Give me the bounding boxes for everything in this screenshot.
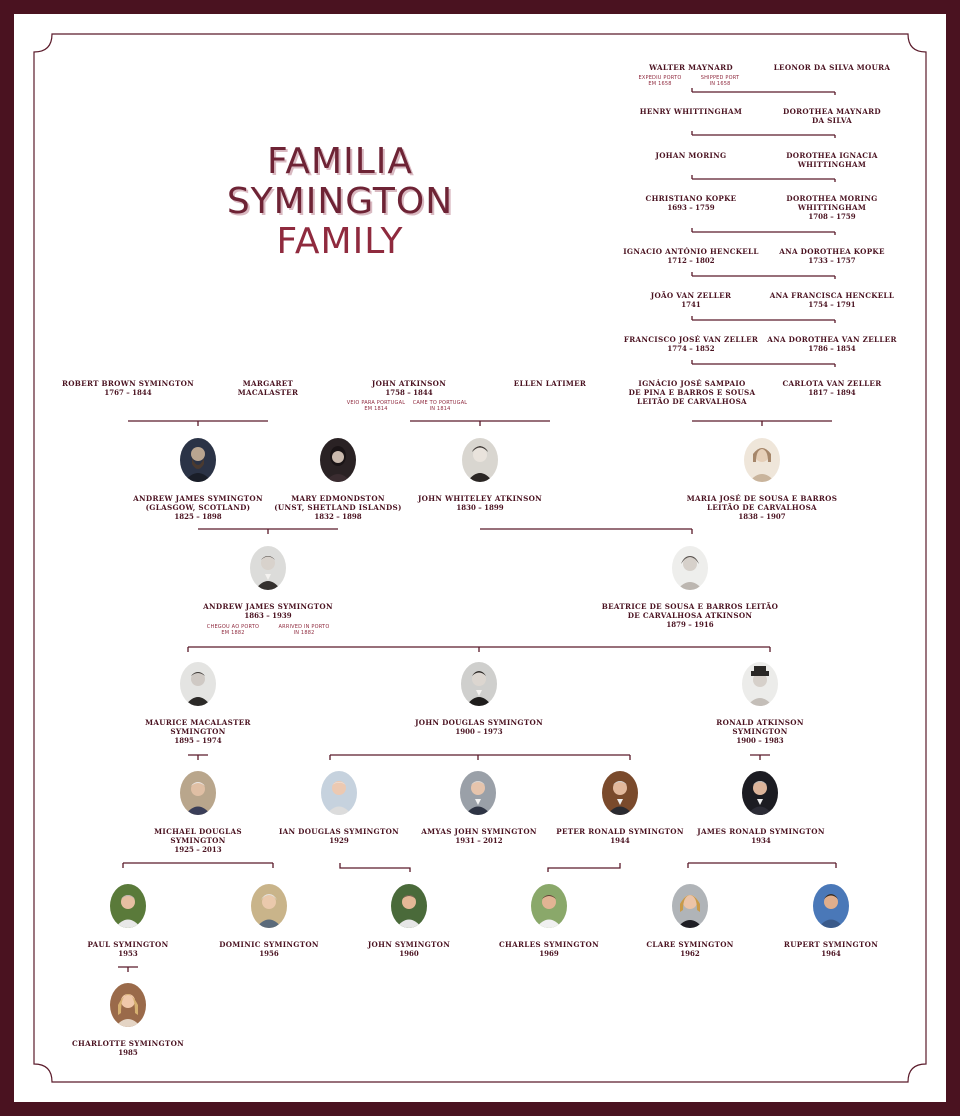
portrait-icon [672, 546, 708, 590]
portrait-icon [110, 884, 146, 928]
person-carlota: CARLOTA VAN ZELLER 1817 – 1894 [782, 379, 882, 397]
connector-henry-dorothea [692, 131, 835, 138]
portrait-michael [180, 771, 216, 815]
connector-atkinson-latimer [410, 421, 550, 426]
note-andrew-pt: CHEGOU AO PORTO EM 1882 [206, 624, 260, 636]
note-maynard-en: SHIPPED PORT IN 1658 [700, 75, 740, 87]
person-john-whiteley: JOHN WHITELEY ATKINSON 1830 – 1899 [417, 494, 543, 512]
note-andrew-en: ARRIVED IN PORTO IN 1882 [278, 624, 330, 636]
person-ronald: RONALD ATKINSON SYMINGTON 1900 – 1983 [716, 718, 804, 745]
person-walter-maynard: WALTER MAYNARD [649, 63, 733, 72]
person-peter: PETER RONALD SYMINGTON 1944 [556, 827, 684, 845]
person-johan-moring: JOHAN MORING [655, 151, 727, 160]
title-symington: SYMINGTON [226, 181, 454, 222]
connector-ronald-james [750, 755, 770, 760]
portrait-icon [742, 662, 778, 706]
portrait-amyas [460, 771, 496, 815]
person-rupert: RUPERT SYMINGTON 1964 [783, 940, 879, 958]
note-atkinson-pt: VEIO PARA PORTUGAL EM 1814 [346, 400, 406, 412]
portrait-icon [180, 771, 216, 815]
person-ana-francisca: ANA FRANCISCA HENCKELL 1754 – 1791 [769, 291, 895, 309]
portrait-rupert [813, 884, 849, 928]
person-leonor-moura: LEONOR DA SILVA MOURA [773, 63, 891, 72]
portrait-maurice [180, 662, 216, 706]
portrait-andrew-1863 [250, 546, 286, 590]
person-andrew-1825: ANDREW JAMES SYMINGTON (GLASGOW, SCOTLAND) 1825 – 1898 [133, 494, 263, 521]
portrait-icon [742, 771, 778, 815]
person-mary-edmondston: MARY EDMONDSTON (UNST, SHETLAND ISLANDS) 1832 – 1898 [274, 494, 402, 521]
person-maurice: MAURICE MACALASTER SYMINGTON 1895 – 1974 [145, 718, 251, 745]
person-john-douglas: JOHN DOUGLAS SYMINGTON 1900 – 1973 [415, 718, 543, 736]
portrait-icon [460, 771, 496, 815]
portrait-icon [461, 662, 497, 706]
portrait-icon [180, 438, 216, 482]
portrait-icon [321, 771, 357, 815]
portrait-icon [744, 438, 780, 482]
portrait-mary-edmondston [320, 438, 356, 482]
portrait-icon [251, 884, 287, 928]
connector-francisco-ana [692, 360, 835, 367]
portrait-icon [531, 884, 567, 928]
connector-moring-dorothea [692, 175, 835, 182]
person-christiano-kopke: CHRISTIANO KOPKE 1693 – 1759 [645, 194, 737, 212]
connector-andrew-mary [198, 529, 338, 534]
portrait-icon [672, 884, 708, 928]
portrait-john-douglas [461, 662, 497, 706]
portrait-peter [602, 771, 638, 815]
person-ana-dorothea-vz: ANA DOROTHEA VAN ZELLER 1786 – 1854 [767, 335, 897, 353]
portrait-john-whiteley [462, 438, 498, 482]
portrait-clare [672, 884, 708, 928]
title-familia: FAMILIA [266, 141, 413, 182]
person-ignacio-sampaio: IGNÁCIO JOSÉ SAMPAIO DE PINA E BARROS E SOUSA LEITÃO DE CARVALHOSA [628, 379, 756, 406]
person-margaret: MARGARET MACALASTER [237, 379, 299, 397]
portrait-icon [602, 771, 638, 815]
portrait-icon [110, 983, 146, 1027]
title-family: FAMILY [276, 221, 404, 262]
connector-john-children [330, 755, 630, 760]
person-joao-van-zeller: JOÃO VAN ZELLER 1741 [650, 291, 732, 309]
portrait-paul [110, 884, 146, 928]
person-paul: PAUL SYMINGTON 1953 [87, 940, 169, 958]
connector-andrew-beatrice [188, 647, 770, 652]
portrait-charlotte [110, 983, 146, 1027]
person-john-s: JOHN SYMINGTON 1960 [367, 940, 451, 958]
person-dorothea-maynard: DOROTHEA MAYNARD DA SILVA [783, 107, 881, 125]
person-beatrice: BEATRICE DE SOUSA E BARROS LEITÃO DE CARVALHOSA ATKINSON 1879 – 1916 [601, 602, 779, 629]
portrait-beatrice [672, 546, 708, 590]
portrait-icon [462, 438, 498, 482]
person-francisco-van-zeller: FRANCISCO JOSÉ VAN ZELLER 1774 – 1852 [623, 335, 759, 353]
person-charles: CHARLES SYMINGTON 1969 [499, 940, 599, 958]
connector-sampaio-carlota [692, 421, 832, 426]
person-john-atkinson: JOHN ATKINSON 1758 – 1844 [371, 379, 447, 397]
portrait-icon [391, 884, 427, 928]
person-ana-dorothea-kopke: ANA DOROTHEA KOPKE 1733 – 1757 [779, 247, 885, 265]
person-dominic: DOMINIC SYMINGTON 1956 [219, 940, 319, 958]
portrait-icon [250, 546, 286, 590]
connector-james-children [688, 863, 836, 868]
connector-robert-margaret [128, 421, 268, 426]
person-michael: MICHAEL DOUGLAS SYMINGTON 1925 – 2013 [154, 827, 242, 854]
portrait-icon [180, 662, 216, 706]
person-clare: CLARE SYMINGTON 1962 [646, 940, 734, 958]
portrait-dominic [251, 884, 287, 928]
connector-zeller-henckell [692, 316, 835, 323]
person-james: JAMES RONALD SYMINGTON 1934 [697, 827, 825, 845]
connector-maynard-moura [692, 88, 835, 95]
portrait-ronald [742, 662, 778, 706]
connector-kopke-moring [692, 228, 835, 235]
portrait-charles [531, 884, 567, 928]
portrait-andrew-1825 [180, 438, 216, 482]
person-ellen-latimer: ELLEN LATIMER [513, 379, 587, 388]
person-dorothea-ignacia: DOROTHEA IGNACIA WHITTINGHAM [786, 151, 878, 169]
portrait-maria-jose [744, 438, 780, 482]
connector-henckell-kopke [692, 272, 835, 279]
person-maria-jose: MARIA JOSÉ DE SOUSA E BARROS LEITÃO DE CARVALHOSA 1838 – 1907 [686, 494, 838, 521]
person-henry-whittingham: HENRY WHITTINGHAM [639, 107, 743, 116]
note-atkinson-en: CAME TO PORTUGAL IN 1814 [412, 400, 468, 412]
person-dorothea-moring: DOROTHEA MORING WHITTINGHAM 1708 – 1759 [786, 194, 878, 221]
connector-whiteley-maria [480, 529, 692, 534]
person-amyas: AMYAS JOHN SYMINGTON 1931 – 2012 [421, 827, 537, 845]
person-andrew-1863: ANDREW JAMES SYMINGTON 1863 – 1939 [203, 602, 333, 620]
connector-paul-charlotte [118, 967, 138, 972]
person-robert-brown: ROBERT BROWN SYMINGTON 1767 – 1844 [61, 379, 195, 397]
portrait-icon [320, 438, 356, 482]
connector-amyas-charles [548, 863, 620, 872]
person-charlotte: CHARLOTTE SYMINGTON 1985 [71, 1039, 185, 1057]
person-ignacio-henckell: IGNACIO ANTÓNIO HENCKELL 1712 – 1802 [623, 247, 759, 265]
portrait-john-s [391, 884, 427, 928]
connector-ian-john [340, 863, 410, 872]
portrait-ian [321, 771, 357, 815]
note-maynard-pt: EXPEDIU PORTO EM 1658 [638, 75, 682, 87]
portrait-james [742, 771, 778, 815]
person-ian: IAN DOUGLAS SYMINGTON 1929 [278, 827, 400, 845]
connector-michael-children [123, 863, 273, 868]
portrait-icon [813, 884, 849, 928]
connector-maurice-michael [188, 755, 208, 760]
